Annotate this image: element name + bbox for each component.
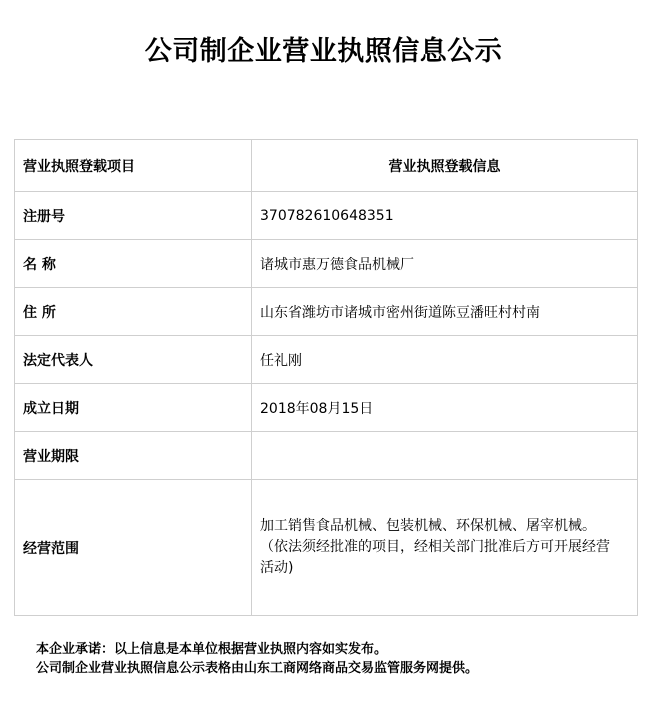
establishment-date-value: 2018年08月15日 bbox=[252, 384, 638, 432]
establishment-date-label: 成立日期 bbox=[15, 384, 252, 432]
table-row-legal-representative bbox=[15, 336, 638, 384]
license-info-table bbox=[14, 139, 638, 616]
table-row-name bbox=[15, 240, 638, 288]
table-row-establishment-date bbox=[15, 384, 638, 432]
table-row-address bbox=[15, 288, 638, 336]
business-scope-label: 经营范围 bbox=[15, 480, 252, 616]
business-term-value bbox=[252, 432, 638, 480]
footer-provider-line: 公司制企业营业执照信息公示表格由山东工商网络商品交易监管服务网提供。 bbox=[36, 661, 479, 676]
company-name-value: 诸城市惠万德食品机械厂 bbox=[252, 240, 638, 288]
table-row-registration-number bbox=[15, 192, 638, 240]
business-scope-cell bbox=[252, 480, 638, 616]
page-title: 公司制企业营业执照信息公示 bbox=[144, 36, 503, 67]
table-header-row bbox=[15, 140, 638, 192]
registration-number-label: 注册号 bbox=[15, 192, 252, 240]
table-row-business-scope bbox=[15, 480, 638, 616]
company-name-label: 名 称 bbox=[15, 240, 252, 288]
footer-commitment-line: 本企业承诺：以上信息是本单位根据营业执照内容如实发布。 bbox=[36, 642, 388, 657]
footer-notice bbox=[36, 640, 636, 678]
address-value: 山东省潍坊市诸城市密州街道陈豆潘旺村村南 bbox=[252, 288, 638, 336]
legal-representative-value: 任礼刚 bbox=[252, 336, 638, 384]
header-item-cell: 营业执照登载项目 bbox=[15, 140, 252, 192]
header-info-cell: 营业执照登载信息 bbox=[252, 140, 638, 192]
address-label: 住 所 bbox=[15, 288, 252, 336]
business-term-label: 营业期限 bbox=[15, 432, 252, 480]
business-scope-value: 加工销售食品机械、包装机械、环保机械、屠宰机械。 （依法须经批准的项目，经相关部门批准后方可开展经营活动) bbox=[260, 518, 610, 576]
table-row-business-term bbox=[15, 432, 638, 480]
registration-number-value: 370782610648351 bbox=[252, 192, 638, 240]
legal-representative-label: 法定代表人 bbox=[15, 336, 252, 384]
